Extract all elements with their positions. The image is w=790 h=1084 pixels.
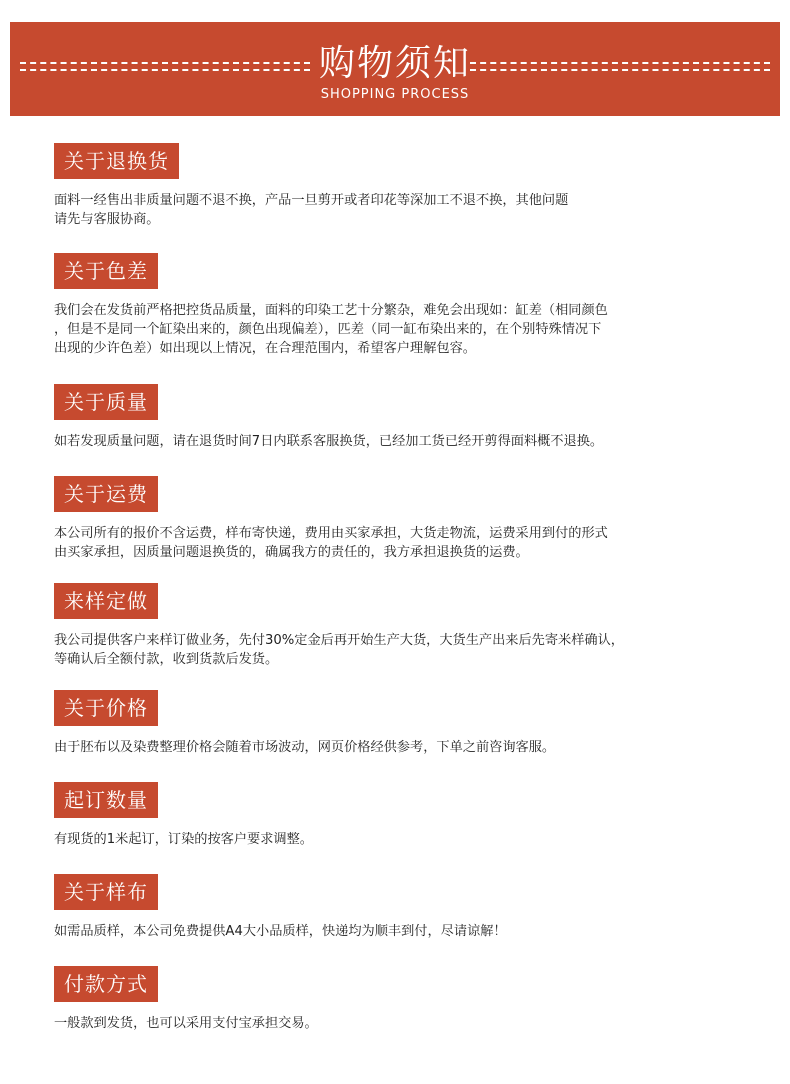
section-body: 如需品质样，本公司免费提供A4大小品质样，快递均为顺丰到付，尽请谅解！ <box>54 924 507 939</box>
section-heading: 关于运费 <box>54 476 158 512</box>
section-payment <box>54 966 744 1033</box>
section-pricing <box>54 690 744 757</box>
section-minimum-order <box>54 782 744 849</box>
section-body: 本公司所有的报价不含运费，样布寄快递，费用由买家承担，大货走物流，运费采用到付的形式 由买家承担，因质量问题退换货的，确属我方的责任的，我方承担退换货的运费。 <box>54 526 608 560</box>
section-heading: 关于退换货 <box>54 143 179 179</box>
section-body: 面料一经售出非质量问题不退不换，产品一旦剪开或者印花等深加工不退不换，其他问题 请先与客服协商。 <box>54 193 569 227</box>
section-heading: 关于样布 <box>54 874 158 910</box>
section-quality <box>54 384 744 451</box>
page-subtitle: SHOPPING PROCESS <box>320 87 470 102</box>
section-body: 我公司提供客户来样订做业务，先付30%定金后再开始生产大货，大货生产出来后先寄米样确认， 等确认后全额付款，收到货款后发货。 <box>54 633 624 667</box>
section-color-difference <box>54 253 744 358</box>
header-banner <box>10 22 780 116</box>
section-heading: 来样定做 <box>54 583 158 619</box>
section-custom-orders <box>54 583 744 669</box>
section-heading: 起订数量 <box>54 782 158 818</box>
section-body: 一般款到发货，也可以采用支付宝承担交易。 <box>54 1016 318 1031</box>
section-body: 如若发现质量问题，请在退货时间7日内联系客服换货，已经加工货已经开剪得面料概不退换。 <box>54 434 604 449</box>
section-returns <box>54 143 744 229</box>
section-body: 我们会在发货前严格把控货品质量，面料的印染工艺十分繁杂，难免会出现如：缸差（相同颜色 ，但是不是同一个缸染出来的，颜色出现偏差），匹差（同一缸布染出来的，在个别特殊情况下 出现的少许色差）如出现以上情况，在合理范围内，希望客户理解包容。 <box>54 303 608 356</box>
section-heading: 关于色差 <box>54 253 158 289</box>
section-heading: 付款方式 <box>54 966 158 1002</box>
section-shipping <box>54 476 744 562</box>
section-samples <box>54 874 744 941</box>
section-heading: 关于价格 <box>54 690 158 726</box>
section-body: 由于胚布以及染费整理价格会随着市场波动，网页价格经供参考，下单之前咨询客服。 <box>54 740 556 755</box>
section-heading: 关于质量 <box>54 384 158 420</box>
section-body: 有现货的1米起订，订染的按客户要求调整。 <box>54 832 313 847</box>
page-title: 购物须知 <box>318 43 471 84</box>
